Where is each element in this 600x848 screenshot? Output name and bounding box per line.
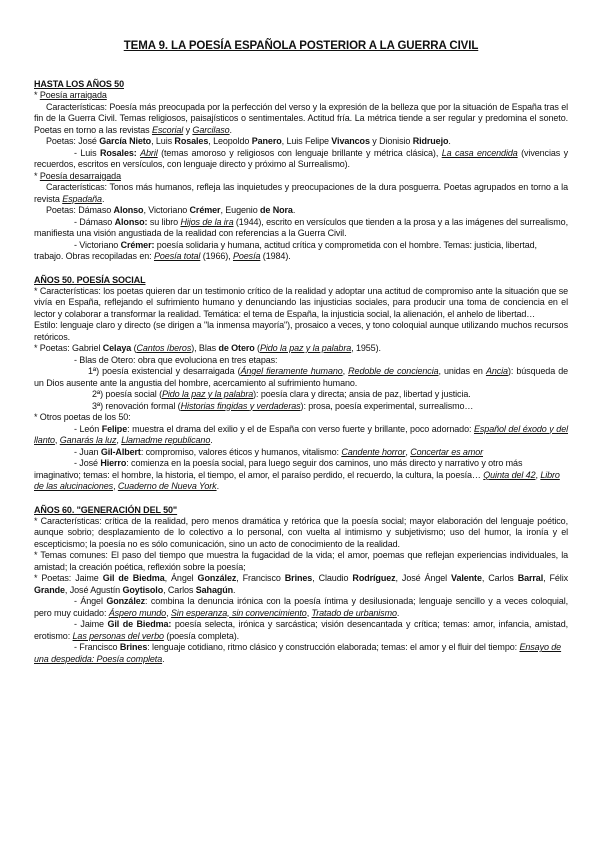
paragraph-francisco-brines: - Francisco Brines: lenguaje cotidiano, ritmo clásico y construcción elaborada; temas: el amor y el fluir del tiempo: Ensayo de una despedida: Poesía completa. <box>34 642 562 664</box>
paragraph-jose-hierro: - José Hierro: comienza en la poesía social, para luego seguir dos caminos, uno más directo y narrativo y otro más imaginativo; temas: el hombre, la historia, el tiempo, el amor, el paraíso perdido, el recuerdo, la cultura, la poesía… Quinta del 42, Libro de las alucinaciones, Cuaderno de Nueva York. <box>34 458 560 491</box>
paragraph-angel-gonzalez: - Ángel González: combina la denuncia irónica con la poesía íntima y desilusionada; lenguaje sencillo y a veces coloquial, pero muy cuidado: Áspero mundo, Sin esperanza, sin convencimiento, Tratado de urbanismo. <box>34 596 568 618</box>
paragraph-damaso-alonso: - Dámaso Alonso: su libro Hijos de la ira (1944), escrito en versículos que tienden a la prosa y a las imágenes del surrealismo, manifiesta una visión angustiada de la realidad con referencias a la Guerra Civil. <box>34 216 568 238</box>
paragraph-etapa-1: 1ª) poesía existencial y desarraigada (Ángel fieramente humano, Redoble de conciencia, unidas en Ancia): búsqueda de un Dios ausente ante la angustia del hombre, acercamiento al sufrimiento humano. <box>34 366 569 388</box>
subheading-poesia-desarraigada: * Poesía desarraigada <box>34 170 121 181</box>
paragraph-poetas-social: * Poetas: Gabriel Celaya (Cantos íberos), Blas de Otero (Pido la paz y la palabra, 1955). <box>34 343 381 353</box>
paragraph-caracteristicas-arraigada: Características: Poesía más preocupada por la perfección del verso y la expresión de la belleza que por la situación de España tras el fin de la Guerra Civil. Temas religiosos, paisajísticos o sentimentales. Actitud fría. La métrica tiende a ser regular y predomina el soneto. Poetas en torno a las revistas Escorial y Garcilaso. <box>34 101 568 135</box>
page-title: TEMA 9. LA POESÍA ESPAÑOLA POSTERIOR A LA GUERRA CIVIL <box>123 40 479 52</box>
paragraph-blas-de-otero: - Blas de Otero: obra que evoluciona en tres etapas: <box>74 354 278 365</box>
document-page <box>34 40 568 665</box>
paragraph-temas-comunes: * Temas comunes: El paso del tiempo que muestra la fugacidad de la vida; el amor, poemas que reflejan experiencias individuales, la amistad; la creación poética, reflexión sobre la poesía; <box>34 550 568 572</box>
section-heading-generacion-50: AÑOS 60. "GENERACIÓN DEL 50" <box>34 504 178 515</box>
paragraph-gil-albert: - Juan Gil-Albert: compromiso, valores éticos y humanos, vitalismo: Candente horror, Concertar es amor <box>74 446 484 457</box>
paragraph-luis-rosales: - Luis Rosales: Abril (temas amoroso y religiosos con lenguaje brillante y métrica clásica), La casa encendida (vivencias y recuerdos, escritos en versículos, con lenguaje directo y próximo al Surrealismo). <box>34 147 569 169</box>
paragraph-poetas-arraigada: Poetas: José García Nieto, Luis Rosales, Leopoldo Panero, Luis Felipe Vivancos y Dionisio Ridruejo. <box>46 136 451 146</box>
paragraph-etapa-3: 3ª) renovación formal (Historias fingidas y verdaderas): prosa, poesía experimental, surrealismo… <box>92 400 474 411</box>
paragraph-gil-de-biedma: - Jaime Gil de Biedma: poesía selecta, irónica y sarcástica; visión desencantada y crítica; temas: amor, infancia, amistad, erotismo: Las personas del verbo (poesía completa). <box>34 619 569 641</box>
paragraph-caracteristicas-desarraigada: Características: Tonos más humanos, refleja las inquietudes y preocupaciones de la dura posguerra. Poetas agrupados en torno a la revista Espadaña. <box>34 182 568 204</box>
paragraph-leon-felipe: - León Felipe: muestra el drama del exilio y el de España con verso fuerte y brillante, poco adornado: Español del éxodo y del llanto, Ganarás la luz, Llamadme republicano. <box>34 423 568 445</box>
paragraph-poetas-desarraigada: Poetas: Dámaso Alonso, Victoriano Crémer, Eugenio de Nora. <box>46 205 296 215</box>
section-heading-hasta-50: HASTA LOS AÑOS 50 <box>34 79 124 89</box>
paragraph-poetas-generacion: * Poetas: Jaime Gil de Biedma, Ángel González, Francisco Brines, Claudio Rodríguez, José Ángel Valente, Carlos Barral, Félix Grande, José Agustín Goytisolo, Carlos Sahagún. <box>34 573 569 595</box>
paragraph-caracteristicas-social: * Características: los poetas quieren dar un testimonio crítico de la realidad y adoptar una actitud de compromiso ante la situación que se vivía en España, reflejando el sufrimiento humano y denunciando las injusticias sociales, para producir una toma de conciencia en el lector y colaborar a transformar la realidad. Temática: el tema de España, la injusticia social, la alienación, el anhelo de libertad… <box>34 285 568 319</box>
paragraph-caracteristicas-generacion: * Características: crítica de la realidad, pero menos dramática y retórica que la poesía social; mayor elaboración del lenguaje poético, aunque sobrio; desplazamiento de lo colectivo a lo personal, con vuelta al intimismo y subjetivismo; uso del humor, la ironía y el escepticismo; la poesía no es sólo comunicación, sino un acto de conocimiento de la realidad. <box>34 515 568 549</box>
subheading-poesia-arraigada: * Poesía arraigada <box>34 90 107 100</box>
paragraph-victoriano-cremer: - Victoriano Crémer: poesía solidaria y humana, actitud crítica y comprometida con el hombre. Temas: justicia, libertad, trabajo. Obras recopiladas en: Poesía total (1966), Poesía (1984). <box>34 239 537 261</box>
paragraph-etapa-2: 2ª) poesía social (Pido la paz y la palabra): poesía clara y directa; ansia de paz, libertad y justicia. <box>92 389 471 399</box>
paragraph-otros-poetas: * Otros poetas de los 50: <box>34 412 131 422</box>
paragraph-estilo-social: Estilo: lenguaje claro y directo (se dirigen a "la inmensa mayoría"), prosaico a veces, y tono coloquial aunque utilizando muchos recursos retóricos. <box>34 320 568 342</box>
section-heading-poesia-social: AÑOS 50. POESÍA SOCIAL <box>34 274 146 285</box>
